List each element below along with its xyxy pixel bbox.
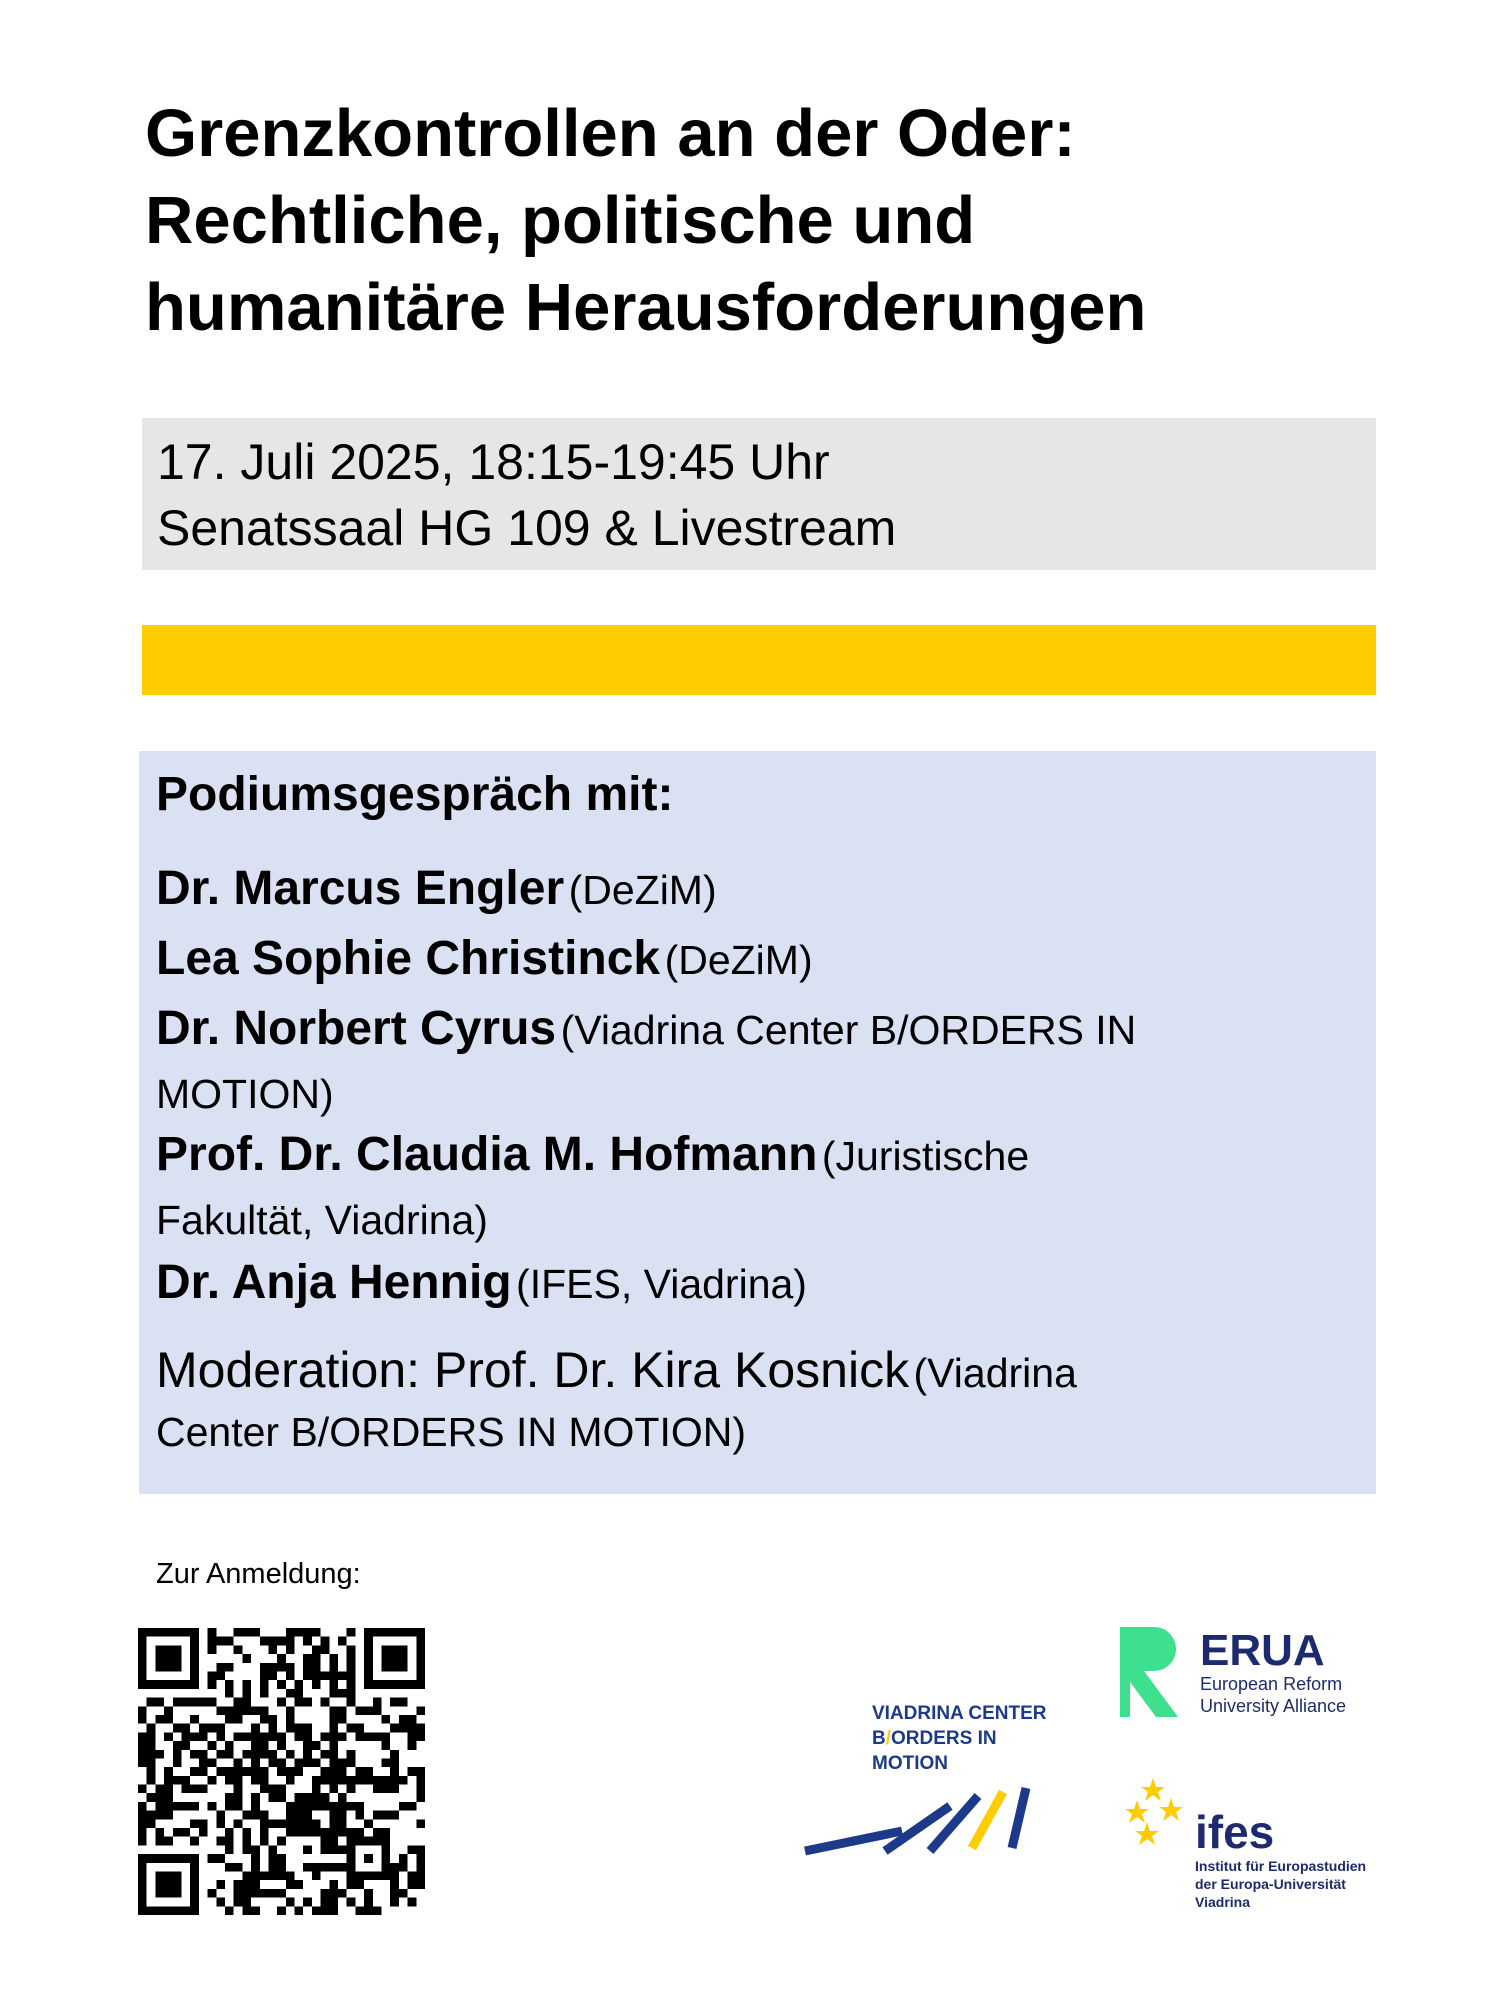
speaker-affiliation: (Viadrina Center B/ORDERS IN	[560, 1007, 1137, 1053]
erua-line2: University Alliance	[1200, 1696, 1347, 1716]
ifes-acronym: ifes	[1195, 1806, 1275, 1858]
ifes-line1: Institut für Europastudien	[1195, 1858, 1367, 1874]
vcbom-orders: ORDERS IN	[891, 1728, 997, 1749]
moderation-affiliation-cont: Center B/ORDERS IN MOTION)	[156, 1409, 747, 1455]
ifes-line3: Viadrina	[1195, 1894, 1250, 1910]
erua-line1: European Reform	[1200, 1674, 1343, 1694]
event-location: Senatssaal HG 109 & Livestream	[157, 500, 897, 556]
erua-r-icon	[1120, 1627, 1178, 1717]
moderation-affiliation: (Viadrina	[913, 1350, 1077, 1396]
ifes-logo	[1125, 1778, 1385, 1913]
event-datetime: 17. Juli 2025, 18:15-19:45 Uhr	[157, 434, 830, 490]
panel-heading: Podiumsgespräch mit:	[156, 768, 674, 821]
yellow-divider-bar	[142, 625, 1376, 695]
speaker-affiliation: (IFES, Viadrina)	[516, 1261, 807, 1307]
vcbom-bar	[1012, 1788, 1026, 1848]
ifes-line2: der Europa-Universität	[1195, 1876, 1346, 1892]
event-title	[145, 90, 1385, 351]
title-line-2: Rechtliche, politische und	[145, 183, 976, 258]
speaker-affiliation-cont: MOTION)	[156, 1071, 334, 1117]
date-location-box	[142, 418, 1376, 570]
erua-logo	[1120, 1627, 1390, 1717]
vcbom-line1: VIADRINA CENTER	[872, 1703, 1047, 1724]
speaker-row	[156, 1001, 1136, 1056]
speaker-name: Prof. Dr. Claudia M. Hofmann	[156, 1128, 818, 1181]
speaker-row	[156, 861, 717, 916]
vcbom-slash: /	[885, 1728, 892, 1749]
speaker-affiliation: (DeZiM)	[664, 937, 813, 983]
title-line-1: Grenzkontrollen an der Oder:	[145, 96, 1076, 171]
speaker-name: Dr. Marcus Engler	[156, 862, 565, 915]
viadrina-center-borders-logo	[800, 1688, 1065, 1858]
speaker-row	[156, 1127, 1029, 1182]
qr-code-icon[interactable]	[138, 1628, 425, 1915]
speaker-affiliation: (DeZiM)	[568, 867, 717, 913]
speaker-affiliation: (Juristische	[821, 1133, 1030, 1179]
vcbom-line2	[872, 1728, 997, 1749]
speaker-affiliation-cont: Fakultät, Viadrina)	[156, 1197, 488, 1243]
speakers-panel	[139, 751, 1376, 1494]
vcbom-line3: MOTION	[872, 1753, 948, 1774]
speaker-name: Lea Sophie Christinck	[156, 932, 661, 985]
erua-acronym: ERUA	[1200, 1627, 1325, 1675]
moderation-label: Moderation: Prof. Dr. Kira Kosnick	[156, 1342, 910, 1398]
registration-label: Zur Anmeldung:	[156, 1558, 361, 1590]
vcbom-b: B	[872, 1728, 886, 1749]
speaker-name: Dr. Anja Hennig	[156, 1256, 512, 1309]
title-line-3: humanitäre Herausforderungen	[145, 270, 1147, 345]
speaker-row	[156, 1255, 807, 1310]
ifes-stars-icon	[1125, 1778, 1183, 1845]
speaker-name: Dr. Norbert Cyrus	[156, 1002, 557, 1055]
speaker-row	[156, 931, 813, 986]
moderation-row	[156, 1341, 1077, 1399]
